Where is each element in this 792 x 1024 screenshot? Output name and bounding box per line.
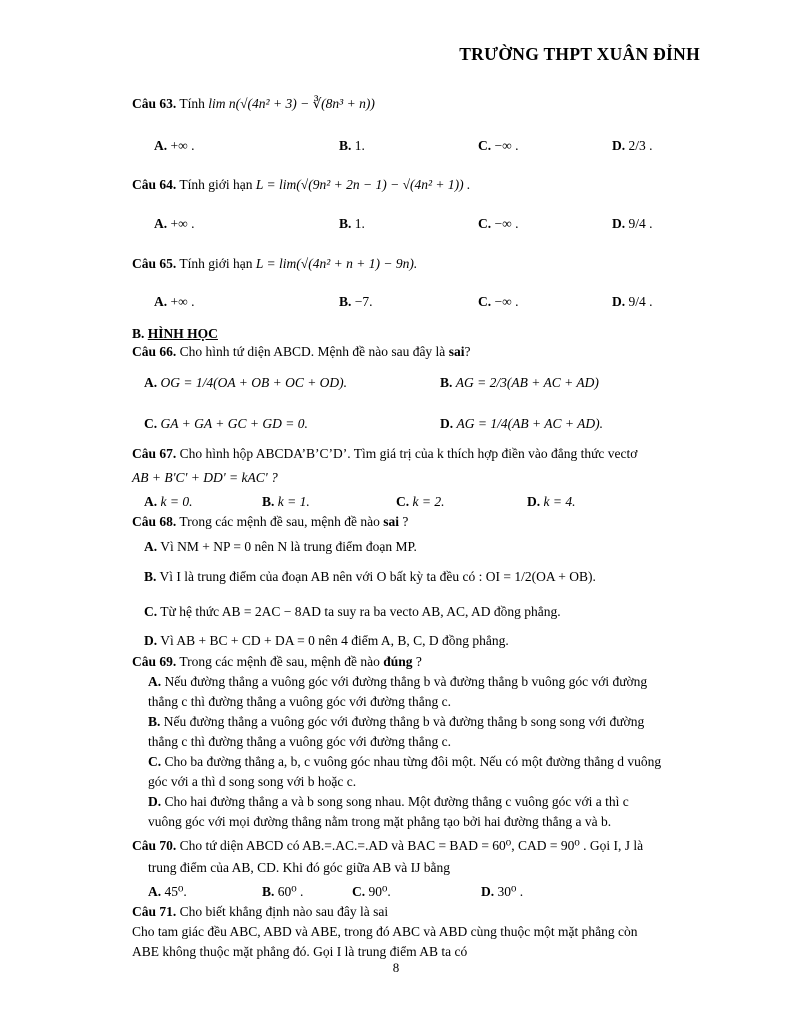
question-66: Câu 66. Cho hình tứ diện ABCD. Mệnh đề nào sau đây là sai?: [132, 344, 471, 359]
q63-option-c[interactable]: C. −∞ .: [478, 138, 519, 153]
question-71: Câu 71. Cho biết khẳng định nào sau đây là sai: [132, 904, 389, 919]
q70-option-a[interactable]: A. 45⁰.: [148, 884, 187, 899]
question-69: Câu 69. Trong các mệnh đề sau, mệnh đề nào đúng ?: [132, 654, 422, 669]
question-67: Câu 67. Cho hình hộp ABCDA’B’C’D’. Tìm giá trị của k thích hợp điền vào đẳng thức vectơ: [132, 446, 638, 461]
math-expression: L = lim(√(4n² + n + 1) − 9n).: [255, 256, 418, 271]
math-expression: L = lim(√(9n² + 2n − 1) − √(4n² + 1)) .: [255, 177, 471, 192]
q63-option-b[interactable]: B. 1.: [339, 138, 365, 153]
q70-option-d[interactable]: D. 30⁰ .: [481, 884, 524, 899]
question-70: Câu 70. Cho tứ diện ABCD có AB.=.AC.=.AD và BAC = BAD = 60⁰, CAD = 90⁰ . Gọi I, J là: [132, 838, 644, 853]
q69-option-c-cont: góc với a thì d song song với b hoặc c.: [148, 774, 357, 789]
q69-option-b-cont: thẳng c thì đường thẳng a vuông góc với đường thẳng c.: [148, 734, 451, 749]
q66-option-d[interactable]: D. AG = 1/4(AB + AC + AD).: [440, 416, 603, 431]
question-64: Câu 64. Tính giới hạn L = lim(√(9n² + 2n − 1) − √(4n² + 1)) .: [132, 177, 471, 192]
q68-option-b[interactable]: B. Vì I là trung điểm của đoạn AB nên với O bất kỳ ta đều có : OI = 1/2(OA + OB).: [144, 569, 596, 584]
q67-option-c[interactable]: C. k = 2.: [396, 494, 445, 509]
q65-option-b[interactable]: B. −7.: [339, 294, 373, 309]
q69-option-a[interactable]: A. Nếu đường thẳng a vuông góc với đường thẳng b và đường thẳng b vuông góc với đường: [148, 674, 648, 689]
question-65: Câu 65. Tính giới hạn L = lim(√(4n² + n + 1) − 9n).: [132, 256, 418, 271]
q67-option-b[interactable]: B. k = 1.: [262, 494, 310, 509]
q66-option-a[interactable]: A. OG = 1/4(OA + OB + OC + OD).: [144, 375, 348, 390]
section-heading: B. HÌNH HỌC: [132, 326, 218, 341]
q70-option-c[interactable]: C. 90⁰.: [352, 884, 391, 899]
q69-option-d-cont: vuông góc với mọi đường thẳng nằm trong mặt phẳng tạo bởi hai đường thẳng a và b.: [148, 814, 612, 829]
school-header: TRƯỜNG THPT XUÂN ĐỈNH: [459, 44, 700, 64]
question-70-cont: trung điểm của AB, CD. Khi đó góc giữa AB và IJ bằng: [148, 860, 451, 875]
q71-paragraph-1: Cho tam giác đều ABC, ABD và ABE, trong đó ABC và ABD cùng thuộc một mặt phẳng còn: [132, 924, 638, 939]
q64-option-b[interactable]: B. 1.: [339, 216, 365, 231]
question-63: Câu 63. Tính lim n(√(4n² + 3) − ∛(8n³ + n)): [132, 96, 375, 111]
q63-option-a[interactable]: A. +∞ .: [154, 138, 195, 153]
q64-option-d[interactable]: D. 9/4 .: [612, 216, 653, 231]
q65-option-d[interactable]: D. 9/4 .: [612, 294, 653, 309]
q69-option-b[interactable]: B. Nếu đường thẳng a vuông góc với đường thẳng b và đường thẳng b song song với đường: [148, 714, 645, 729]
q68-option-c[interactable]: C. Từ hệ thức AB = 2AC − 8AD ta suy ra ba vecto AB, AC, AD đồng phẳng.: [144, 604, 561, 619]
q65-option-a[interactable]: A. +∞ .: [154, 294, 195, 309]
q69-option-a-cont: thẳng c thì đường thẳng a vuông góc với đường thẳng c.: [148, 694, 451, 709]
q71-paragraph-2: ABE không thuộc mặt phẳng đó. Gọi I là trung điểm AB ta có: [132, 944, 468, 959]
q68-option-d[interactable]: D. Vì AB + BC + CD + DA = 0 nên 4 điểm A, B, C, D đồng phẳng.: [144, 633, 509, 648]
q64-option-a[interactable]: A. +∞ .: [154, 216, 195, 231]
question-68: Câu 68. Trong các mệnh đề sau, mệnh đề nào sai ?: [132, 514, 409, 529]
q67-expression: AB + B'C' + DD' = kAC' ?: [132, 470, 278, 485]
q68-option-a[interactable]: A. Vì NM + NP = 0 nên N là trung điểm đoạn MP.: [144, 539, 417, 554]
question-label: Câu 63.: [132, 96, 177, 111]
q66-option-b[interactable]: B. AG = 2/3(AB + AC + AD): [440, 375, 599, 390]
q67-option-a[interactable]: A. k = 0.: [144, 494, 193, 509]
q67-option-d[interactable]: D. k = 4.: [527, 494, 576, 509]
q63-option-d[interactable]: D. 2/3 .: [612, 138, 653, 153]
q69-option-c[interactable]: C. Cho ba đường thẳng a, b, c vuông góc nhau từng đôi một. Nếu có một đường thẳng d vuông: [148, 754, 662, 769]
q65-option-c[interactable]: C. −∞ .: [478, 294, 519, 309]
q70-option-b[interactable]: B. 60⁰ .: [262, 884, 304, 899]
q66-option-c[interactable]: C. GA + GA + GC + GD = 0.: [144, 416, 308, 431]
q64-option-c[interactable]: C. −∞ .: [478, 216, 519, 231]
math-expression: lim n(√(4n² + 3) − ∛(8n³ + n)): [208, 96, 375, 111]
page-number: 8: [392, 960, 400, 975]
q69-option-d[interactable]: D. Cho hai đường thẳng a và b song song nhau. Một đường thẳng c vuông góc với a thì c: [148, 794, 629, 809]
